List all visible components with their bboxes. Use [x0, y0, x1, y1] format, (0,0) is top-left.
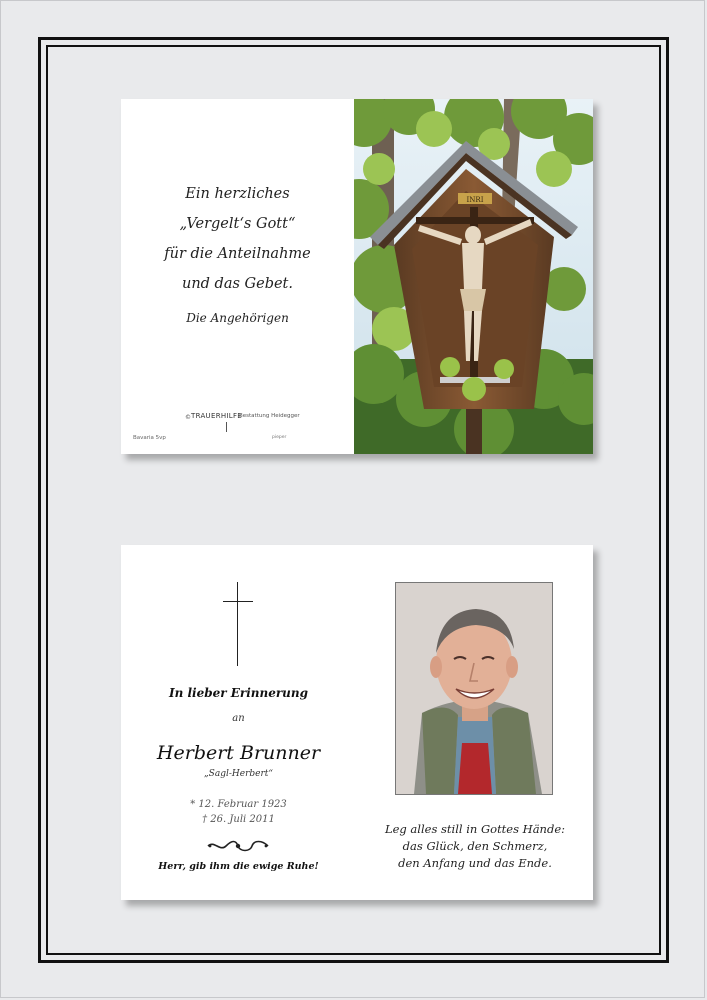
thanks-line: für die Anteilnahme	[164, 246, 311, 262]
verse-line: das Glück, den Schmerz,	[402, 839, 548, 853]
thanks-line: „Vergelt‘s Gott“	[179, 216, 296, 232]
memory-preposition: an	[232, 713, 245, 724]
thanks-text	[121, 179, 354, 299]
verse-line: den Anfang und das Ende.	[398, 856, 552, 870]
thanks-line: Ein herzliches	[185, 186, 290, 202]
verse-line: Leg alles still in Gottes Hände:	[384, 822, 566, 836]
wayside-cross-photo	[354, 99, 593, 454]
deceased-nickname: „Sagl-Herbert“	[204, 769, 273, 779]
thanks-card	[121, 99, 593, 454]
logo-tick	[226, 422, 227, 432]
latin-cross-icon-bar	[223, 601, 253, 602]
copyright-mark: ©	[185, 414, 191, 421]
funeral-home-logo	[185, 409, 355, 429]
prayer-line: Herr, gib ihm die ewige Ruhe!	[158, 861, 319, 872]
thanks-signature: Die Angehörigen	[186, 311, 289, 325]
design-code: Bavaria 5vp	[133, 435, 166, 441]
memorial-verse	[357, 821, 593, 872]
funeral-company: Bestattung Heidegger	[239, 413, 300, 419]
latin-cross-icon	[237, 582, 238, 666]
memorial-card	[121, 545, 593, 900]
scroll-ornament-icon	[206, 837, 270, 849]
inri-sign: INRI	[466, 196, 484, 204]
funeral-brand: TRAUERHILFE	[191, 412, 243, 420]
death-date: † 26. Juli 2011	[202, 814, 275, 825]
publisher-mark: pieper	[272, 435, 287, 440]
birth-date: * 12. Februar 1923	[190, 799, 287, 810]
deceased-name: Herbert Brunner	[156, 742, 321, 764]
portrait-photo	[395, 582, 553, 795]
thanks-line: und das Gebet.	[181, 276, 293, 292]
memory-heading: In lieber Erinnerung	[168, 686, 309, 700]
